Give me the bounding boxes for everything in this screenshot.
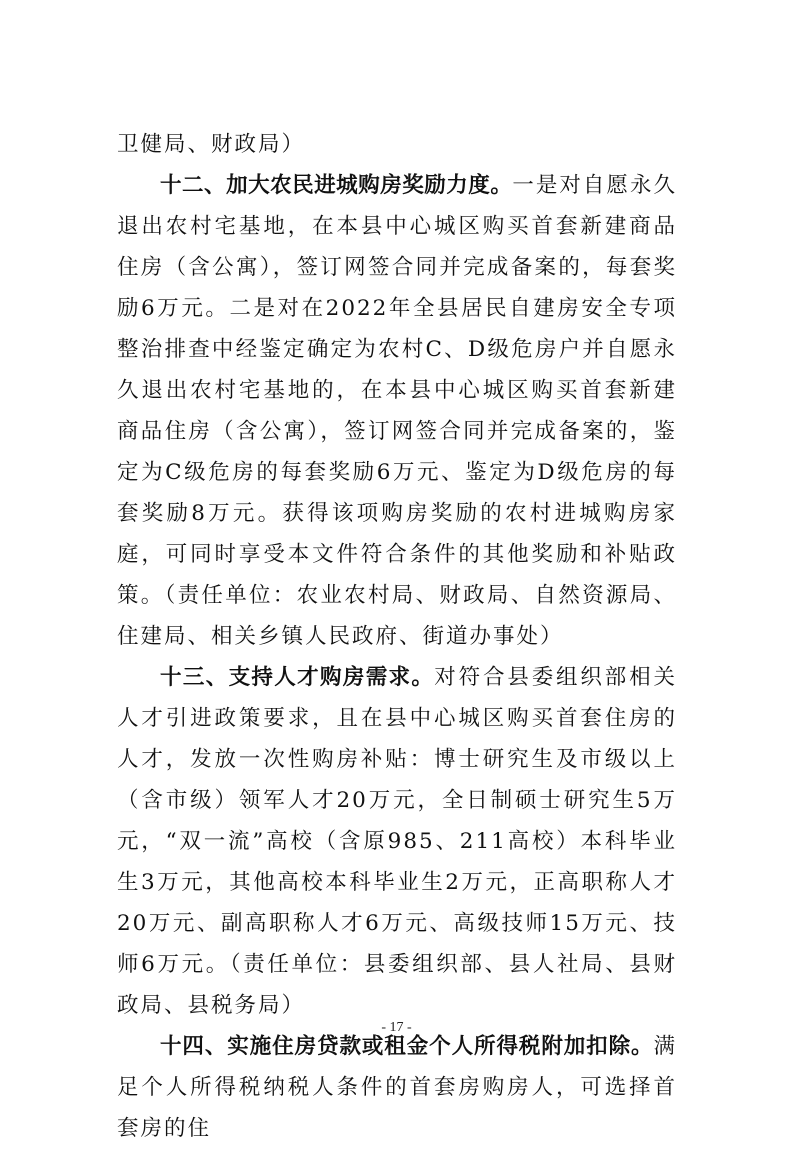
page-number: - 17 - bbox=[381, 1020, 412, 1035]
paragraph-text: 对符合县委组织部相关人才引进政策要求，且在县中心城区购买首套住房的人才，发放一次性购房补贴：博士研究生及市级以上（含市级）领军人才20万元，全日制硕士研究生5万元，“双一流”高校（含原985、211高校）本科毕业生3万元，其他高校本科毕业生2万元，正高职称人才20万元、副高职称人才6万元、高级技师15万元、技师6万元。（责任单位：县委组织部、县人社局、县财政局、县税务局） bbox=[117, 665, 677, 1018]
paragraph-section-13 bbox=[117, 657, 677, 1026]
section-heading: 十二、加大农民进城购房奖励力度。 bbox=[160, 173, 513, 198]
paragraph-section-14 bbox=[117, 1026, 677, 1149]
paragraph-section-12 bbox=[117, 165, 677, 657]
paragraph-text: 满足个人所得税纳税人条件的首套房购房人，可选择首套房的住 bbox=[117, 1034, 677, 1141]
paragraph-continuation bbox=[117, 124, 677, 165]
paragraph-text: 一是对自愿永久退出农村宅基地，在本县中心城区购买首套新建商品住房（含公寓），签订网签合同并完成备案的，每套奖励6万元。二是对在2022年全县居民自建房安全专项整治排查中经鉴定确定为农村C、D级危房户并自愿永久退出农村宅基地的，在本县中心城区购买首套新建商品住房（含公寓），签订网签合同并完成备案的，鉴定为C级危房的每套奖励6万元、鉴定为D级危房的每套奖励8万元。获得该项购房奖励的农村进城购房家庭，可同时享受本文件符合条件的其他奖励和补贴政策。（责任单位：农业农村局、财政局、自然资源局、住建局、相关乡镇人民政府、街道办事处） bbox=[117, 173, 677, 649]
section-heading: 十四、实施住房贷款或租金个人所得税附加扣除。 bbox=[160, 1034, 654, 1059]
section-heading: 十三、支持人才购房需求。 bbox=[160, 665, 435, 690]
body-text bbox=[117, 124, 677, 1149]
paragraph-text: 卫健局、财政局） bbox=[117, 132, 306, 157]
